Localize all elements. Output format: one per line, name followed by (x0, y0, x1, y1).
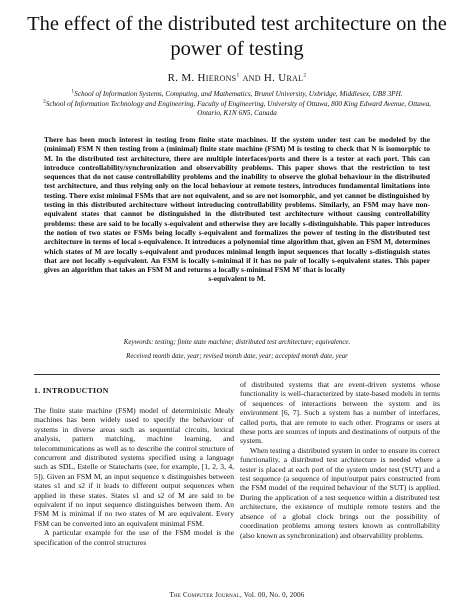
affiliation-2-mark: 2 (43, 98, 46, 105)
affiliation-1-text: School of Information Systems, Computing, and Mathematics, Brunel University, Uxbridge, Middlesex, UB8 3PH. (74, 90, 403, 98)
footer-details: Vol. 00, No. 0, 2006 (243, 591, 305, 599)
paper-title: The effect of the distributed test architecture on the power of testing (27, 13, 447, 60)
footer-journal: The Computer Journal, (169, 591, 243, 599)
affiliation-2-text: School of Information Technology and Engineering, Faculty of Engineering, University of Ottawa, 800 King Edward Avenue, Ottawa, Ontario, K1N 6N5, Canada (45, 100, 431, 118)
author-2-mark: 2 (303, 72, 307, 79)
author-2: H. Ural (263, 72, 304, 84)
intro-paragraph-4: When testing a distributed system in order to ensure its correct functionality, a distributed test architecture is needed where a tester is placed at each port of the system under test (SUT) and a test sequence (a sequence of input/output pairs constructed from the FSM model of the required behaviour of the SUT) is applied. During the application of a test sequence within a distributed test architecture, the existence of multiple remote testers and the absence of a global clock brings out the possibility of coordination problems among testers known as controllability (also known as synchronization) and observability problems. (240, 445, 440, 540)
keywords: Keywords: testing; finite state machine; distributed test architecture; equivalence. (123, 339, 351, 346)
abstract (44, 135, 430, 284)
right-column (240, 380, 440, 540)
intro-paragraph-3: of distributed systems that are event-driven systems whose functionality is well-characterized by state-based models in terms of sequences of interactions between the system and its environment [6, 7]. Such a system has a number of interfaces, called ports, that are remote to each other. Programs or users at these ports are sources of inputs and destinations of outputs of the system. (240, 380, 440, 446)
author-1-mark: 1 (236, 72, 240, 79)
affiliation-1 (40, 90, 434, 99)
section-heading: 1. INTRODUCTION (34, 386, 109, 395)
affiliations (40, 90, 434, 120)
affiliation-2 (40, 100, 434, 118)
section-divider (34, 374, 440, 375)
received-dates: Received month date, year; revised month date, year; accepted month date, year (126, 353, 348, 360)
intro-paragraph-1: The finite state machine (FSM) model of deterministic Mealy machines has been widely used to specify the behaviour of systems in diverse areas such as sequential circuits, lexical analysis, pattern matching, machine learning, and telecommunications as well as to describe the control structure of concurrent and distributed systems specified using a language such as SDL, Estelle or Statecharts (see, for example, [1, 2, 3, 4, 5]). Given an FSM M, an input sequence x distinguishes between states s1 and s2 if it leads to different output sequences when applied in these states. States s1 and s2 of M are said to be equivalent if no input sequence distinguishes between them. An FSM M is minimal if no two states of M are equivalent. Every FSM can be converted into an equivalent minimal FSM. (34, 406, 234, 528)
left-column (34, 380, 234, 547)
abstract-body: There has been much interest in testing from finite state machines. If the system under test can be modeled by the (minimal) FSM N then testing from a (minimal) finite state machine (FSM) M is testing to check that N is isomorphic to M. In the distributed test architecture, there are multiple interfaces/ports and there is a tester at each port. This can introduce controllability/synchronization and observability problems. This paper shows that the restriction to test sequences that do not cause controllability problems and the inability to observe the global behaviour in the distributed test architecture, and thus relying only on the local behaviour at remote testers, introduces fundamental limitations into testing. There exist minimal FSMs that are not equivalent, and so are not isomorphic, and yet cannot be distinguished by testing in this distributed architecture without introducing controllability problems. Similarly, an FSM may have non-equivalent states that cannot be distinguished in the distributed test architecture without causing controllability problems: these are said to be locally s-equivalent and otherwise they are locally s-distinguishable. This paper introduces the notion of two states or FSMs being locally s-equivalent and formalizes the power of testing in the distributed test architecture in terms of local s-equivalence. It introduces a polynomial time algorithm that, given an FSM M, determines which states of M are locally s-equivalent and produces minimal length input sequences that locally s-distinguish states that are not locally s-equivalent. An FSM is locally s-minimal if it has no pair of locally s-equivalent states. This paper gives an algorithm that takes an FSM M and returns a locally s-minimal FSM M′ that is locally (44, 135, 430, 275)
page-footer (20, 591, 454, 599)
author-line (20, 72, 454, 84)
abstract-last-line: s-equivalent to M. (208, 274, 266, 284)
author-connector: and (242, 72, 261, 84)
affiliation-1-mark: 1 (71, 88, 75, 95)
intro-paragraph-2: A particular example for the use of the FSM model is the specification of the control structures (34, 528, 234, 547)
author-1: R. M. Hierons (167, 72, 237, 84)
